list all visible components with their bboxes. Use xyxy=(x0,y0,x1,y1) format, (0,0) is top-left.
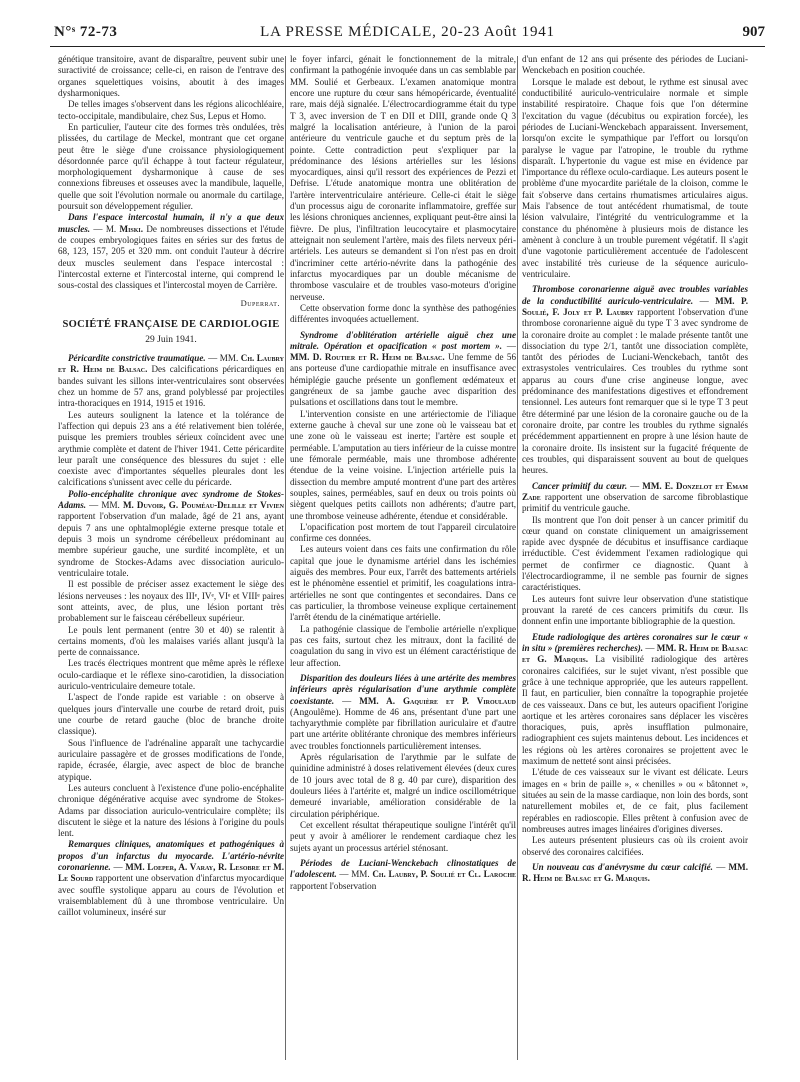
paragraph: Le pouls lent permanent (entre 30 et 40) se ralentit à certains moments, d'où les malaises variés allant jusqu'à la perte de connaissance. xyxy=(58,624,284,658)
paragraph: En particulier, l'auteur cite des formes très ondulées, très plissées, du cartilage de Meckel, montrant que cet organe peut être le siège d'une croissance physiologiquement désordonnée parce qu'il échappe à tout facteur régulateur, morphologiquement dysharmonique à cause de ses connexions fibreuses et osseuses avec la mandibule, laquelle, quelle que soit l'évolution normale ou anormale du cartilage, poursuit son développement régulier. xyxy=(58,121,284,212)
article-oblitération: Syndrome d'oblitération artérielle aiguë chez une mitrale. Opération et opacification « post mortem ». — MM. D. Routier et R. Heim de Balsac. Une femme de 56 ans porteuse d'une cardiopathie mitrale en insuffisance avec hémiplégie gauche présente un gonflement œdémateux et gangréneux de sa jambe gauche avec disparition des pulsations et oscillations dans tout le membre. xyxy=(290,329,516,408)
article-pericardite: Péricardite constrictive traumatique. — MM. Ch. Laubry et R. Heim de Balsac. Des calcifications péricardiques en bandes suivant les sillons inter-ventriculaires sont observées chez un homme de 57 ans, grand polyblessé par projectiles intra-thoraciques en 1914, 1915 et 1916. xyxy=(58,353,284,409)
article-title: Syndrome d'oblitération artérielle aiguë chez une mitrale. Opération et opacification « post mortem ». xyxy=(290,329,516,351)
signature: Duperrat. xyxy=(240,297,280,308)
paragraph: De telles images s'observent dans les régions alicochléaire, tecto-occipitale, mandibulaire, chez Sus, Lepus et Homo. xyxy=(58,99,284,121)
article-title: Thrombose coronarienne aiguë avec troubles variables de la conductibilité auriculo-ventriculaire. xyxy=(522,284,748,306)
paragraph: Les tracés électriques montrent que même après le réflexe oculo-cardiaque et le réflexe sino-carotidien, la dissociation auriculo-ventriculaire demeure totale. xyxy=(58,658,284,692)
paragraph: Il est possible de préciser assez exactement le siège des lésions nerveuses : les noyaux des IIIᵉ, IVᵉ, VIᵉ et VIIIᵉ paires sont atteints, avec, de plus, une lésion portant très probablement sur le faisceau cérébelleux supérieur. xyxy=(58,579,284,624)
article-body: rapportent l'observation xyxy=(290,880,377,891)
column-rule xyxy=(517,56,518,1060)
column-middle xyxy=(290,54,516,1064)
article-polio: Polio-encéphalite chronique avec syndrome de Stokes-Adams. — MM. M. Duvoir, G. Pouméau-Delille et Vivien rapportent l'observation d'un malade, âgé de 21 ans, ayant depuis 7 ans une ophtalmoplégie externe presque totale et depuis 3 mois un syndrome cérébelleux prédominant au membre supérieur gauche, une surdité incomplète, et un syndrome de Stockes-Adams avec dissociation auriculo-ventriculaire totale. xyxy=(58,488,284,578)
paragraph: Sous l'influence de l'adrénaline apparaît une tachycardie auriculaire passagère et de grosses modifications de l'onde, rapide, écrasée, élargie, avec aspect de bloc de branche atypique. xyxy=(58,737,284,782)
article-body: La visibilité radiologique des artères coronaires calcifiées, sur le sujet vivant, n'est possible que grâce à une technique appropriée, que les auteurs rappellent. Il faut, en particulier, bien connaître la topographie projetée de ces vaisseaux. Dans ce but, les auteurs opacifient l'origine aortique et les artères coronaires sans déplacer les viscères thoraciques, puis, après insufflation pulmonaire, radiographient ces sujets maintenus debout. Les incidences et les régions où les artères coronaires se projettent avec le maximum de netteté sont ainsi précisées. xyxy=(522,654,748,767)
article-anevrysme: Un nouveau cas d'anévrysme du cœur calcifié. — MM. R. Heim de Balsac et G. Marquis. xyxy=(522,861,748,884)
society-heading: SOCIÉTÉ FRANÇAISE DE CARDIOLOGIE xyxy=(62,319,280,331)
article-body: rapportent l'observation d'un malade, âgé de 21 ans, ayant depuis 7 ans une ophtalmoplégie externe presque totale et depuis 3 mois un syndrome cérébelleux prédominant au membre supérieur gauche, une surdité incomplète, et un syndrome de Stockes-Adams avec dissociation auriculo-ventriculaire totale. xyxy=(58,511,284,578)
article-wenckebach: Périodes de Luciani-Wenckebach clinostatiques de l'adolescent. — MM. Ch. Laubry, P. Soulié et Cl. Laroche rapportent l'observation xyxy=(290,857,516,891)
article-body: Une femme de 56 ans porteuse d'une cardiopathie mitrale en insuffisance avec hémiplégie gauche présente un gonflement œdémateux et gangréneux de sa jambe gauche avec disparition des pulsations et oscillations dans tout le membre. xyxy=(290,352,516,408)
article-cancer: Cancer primitif du cœur. — MM. E. Donzelot et Emam Zade rapportent une observation de sarcome fibroblastique primitif du ventricule gauche. xyxy=(522,480,748,514)
article-author: MM. R. Heim de Balsac et G. Marquis. xyxy=(522,642,748,665)
article-author: MM. A. Gaquière et P. Viroulaud xyxy=(359,695,516,706)
article-author: MM. E. Donzelot et Emam Zade xyxy=(522,480,748,502)
page-header xyxy=(50,24,765,47)
article-author: Ch. Laubry, P. Soulié et Cl. Laroche xyxy=(372,869,516,880)
article-title: Remarques cliniques, anatomiques et pathogéniques à propos d'un infarctus du myocarde. L'artério-névrite coronarienne. xyxy=(58,839,284,873)
article-title: Polio-encéphalite chronique avec syndrome de Stokes-Adams. xyxy=(58,488,284,511)
article-author: MM. D. Routier et R. Heim de Balsac. xyxy=(290,352,445,363)
article-title: Etude radiologique des artères coronaires sur le cœur « in situ » (premières recherches). xyxy=(522,631,748,653)
paragraph: Cette observation forme donc la synthèse des pathogénies différentes invoquées actuellement. xyxy=(290,302,516,325)
article-author: Ch. Laubry et R. Heim de Balsac. xyxy=(58,353,284,375)
article-infarctus: Remarques cliniques, anatomiques et pathogéniques à propos d'un infarctus du myocarde. L'artério-névrite coronarienne. — MM. Loeper, A. Varay, R. Lesobre et M. Le Sourd rapportent une observation d'infarctus myocardique avec souffle systolique apparu au cours de l'évolution et vraisemblablement dû à une thrombose ventriculaire. Un caillot volumineux, inséré sur xyxy=(58,839,284,918)
page-number: 907 xyxy=(742,24,765,40)
article-author: Miski. xyxy=(119,223,144,234)
paragraph: Ils montrent que l'on doit penser à un cancer primitif du cœur quand on constate cliniquement un amaigrissement rapide avec dyspnée de décubitus et insuffisance cardiaque irréductible. C'est évidemment l'examen radiologique qui permet de confirmer ce diagnostic. Quant à l'électrocardiogramme, il ne semble pas fournir de signes caractéristiques. xyxy=(522,514,748,593)
paragraph: La pathogénie classique de l'embolie artérielle n'explique pas ces faits, surtout chez les mitraux, dont la facilité de coagulation du sang in vivo est un élément caractéristique de leur affection. xyxy=(290,623,516,668)
paragraph: Après régularisation de l'arythmie par le sulfate de quinidine administré à doses relativement élevées (deux cures de 10 jours avec total de 8 g. 40 par cure), disparition des douleurs liées à l'artérite et, malgré un indice oscillométrique demeuré invariable, amélioration considérable de la circulation périphérique. xyxy=(290,752,516,819)
article-body: Des calcifications péricardiques en bandes suivant les sillons inter-ventriculaires sont observées chez un homme de 57 ans, grand polyblessé par projectiles intra-thoraciques en 1914, 1915 et 1916. xyxy=(58,364,284,409)
article-intercostal: Dans l'espace intercostal humain, il n'y a que deux muscles. — M. Miski. De nombreuses dissections et l'étude de coupes embryologiques faites en séries sur des fœtus de 68, 123, 157, 205 et 320 mm. ont conduit l'auteur à décrire deux muscles seulement dans l'espace intercostal : l'intercostal externe et l'intercostal interne, qui comprend le sous-costal des classiques et l'intercostal moyen de Carrière. xyxy=(58,212,284,291)
paragraph: génétique transitoire, avant de disparaître, peuvent subir une suractivité de croissance; celle-ci, en raison de l'entrave des organes squelettiques voisins, aboutit à des images dysharmoniques. xyxy=(58,54,284,98)
article-body: (Angoulême). Homme de 46 ans, présentant d'une part une tachyarythmie complète par fibrillation auriculaire et d'autre part une artérite oblitérante chronique des membres inférieurs avec troubles fonctionnels particulièrement intenses. xyxy=(290,706,516,751)
paragraph: Les auteurs voient dans ces faits une confirmation du rôle capital que joue le dynamisme artériel dans les ischémies aiguës des membres. Pour eux, l'arrêt des battements artériels est le phénomène essentiel et primitif, les coagulations intra-artérielles ne sont que contingentes et secondaires. Dans ce cas particulier, la thrombose veineuse explique certainement l'arrêt étendu de la cinématique artérielle. xyxy=(290,544,516,623)
article-title: Péricardite constrictive traumatique. xyxy=(68,353,206,364)
article-title: Disparition des douleurs liées à une artérite des membres inférieurs après régularisation d'une arythmie complète coexistante. xyxy=(290,672,516,706)
paragraph: Les auteurs soulignent la latence et la tolérance de l'affection qui depuis 23 ans a été relativement bien tolérée, puisque les premiers troubles sérieux coïncident avec une arythmie complète et datent de l'hiver 1941. Cette péricardite leur paraît une conséquence des blessures du sujet : elle coexiste avec d'importantes séquelles pleurales dont les calcifications s'unissent avec celle du péricarde. xyxy=(58,409,284,488)
article-title: Périodes de Luciani-Wenckebach clinostatiques de l'adolescent. xyxy=(290,857,516,880)
article-body: rapportent une observation d'infarctus myocardique avec souffle systolique apparu au cours de l'évolution et vraisemblablement dû à une thrombose ventriculaire. Un caillot volumineux, inséré sur xyxy=(58,873,284,918)
paragraph: Les auteurs présentent plusieurs cas où ils croient avoir observé des coronaires calcifiées. xyxy=(522,835,748,857)
paragraph: L'intervention consiste en une artériectomie de l'iliaque externe gauche à cheval sur une zone où le vaisseau bat et une zone où le vaisseau est inerte; l'artère est souple et perméable. L'amputation au tiers inférieur de la cuisse montre une fémorale perméable, mais une thrombose adhérente étendue de la veine voisine. L'injection artérielle puis la dissection du membre amputé montrent d'une part des artères souples, saines, perméables, sauf en deux ou trois points où siègent quelques petits caillots non adhérents; d'autre part, une thrombose veineuse adhérente, étendue et considérable. xyxy=(290,408,516,521)
article-author: MM. R. Heim de Balsac et G. Marquis. xyxy=(522,861,748,884)
column-left xyxy=(58,54,284,1064)
article-author: MM. Loeper, A. Varay, R. Lesobre et M. Le Sourd xyxy=(58,862,284,884)
paragraph: Les auteurs concluent à l'existence d'une polio-encéphalite chronique dégénérative acquise avec syndrome de Stokes-Adams par dissociation auriculo-ventriculaire complète; ils discutent le siège et la nature des lésions à l'origine du pouls lent. xyxy=(58,782,284,839)
article-title: Un nouveau cas d'anévrysme du cœur calcifié. xyxy=(532,861,713,872)
paragraph: le foyer infarci, génait le fonctionnement de la mitrale, confirmant la pathogénie invoquée dans un cas semblable par MM. Soulié et Gerbeaux. L'examen anatomique montra encore une rupture du cœur sans hémopéricarde, éventualité rare, mais déjà signalée. L'électrocardiogramme était du type T 3, avec inversion de T en DII et DIII, grande onde Q 3 malgré la localisation antérieure, à l'union de la paroi antérieure du ventricule gauche et du septum près de la pointe. Cette contradiction peut s'expliquer par la prédominance des lésions artérielles sur les lésions myocardiques, ainsi qu'il ressort des expériences de Pezzi et Defrise. L'étude anatomique montra une oblitération de l'artère interventriculaire antérieure. Celle-ci était le siège d'un processus aigu de coronarite inflammatoire, greffée sur les lésions chroniques anciennes, expliquant peut-être ainsi la fièvre. De plus, l'infiltration leucocytaire et plasmocytaire atteignait non seulement l'artère, mais des filets nerveux péri-artériels. Les auteurs se demandent si l'on n'est pas en droit d'incriminer cette artério-névrite dans la pathogénie des infarctus myocardiques par un double mécanisme de thrombose vasculaire et de troubles vaso-moteurs d'origine nerveuse. xyxy=(290,54,516,302)
paragraph: Cet excellent résultat thérapeutique souligne l'intérêt qu'il peut y avoir à améliorer le rendement cardiaque chez les sujets ayant un processus artériel sténosant. xyxy=(290,819,516,853)
column-rule xyxy=(285,56,286,1060)
article-author: M. Duvoir, G. Pouméau-Delille et Vivien xyxy=(122,500,284,511)
paragraph: L'aspect de l'onde rapide est variable : on observe à quelques jours d'intervalle une courbe de retard droit, puis une courbe de retard gauche (bloc de branche droite classique). xyxy=(58,692,284,737)
paragraph: L'opacification post mortem de tout l'appareil circulatoire confirme ces données. xyxy=(290,521,516,544)
paragraph: Lorsque le malade est debout, le rythme est sinusal avec conductibilité auriculo-ventriculaire normale et simple instabilité respiratoire. Chaque fois que l'on détermine l'excitation du vague (décubitus ou expiration forcée), les périodes de Luciani-Wenckebach apparaissent. Inversement, lorsqu'on excite le sympathique par l'effort ou lorsqu'on paralyse le vague par l'atropine, le trouble du rythme disparaît. L'hypertonie du vague est mise en évidence par l'importance du réflexe oculo-cardiaque. Les auteurs posent le problème d'une myocardite pariétale de la cloison, comme le fait s'observe dans certains rhumatismes articulaires aigus. Mais l'absence de tout antécédent rhumatismal, de toute lésion valvulaire, l'intégrité du ventriculogramme et la constance du phénomène à plusieurs mois de distance les amènent à conclure à un trouble purement végétatif. Il s'agit d'une vagotonie particulièrement accentuée de l'adolescent avec instabilité très curieuse de la séquence auriculo-ventriculaire. xyxy=(522,76,748,279)
article-radiologie: Etude radiologique des artères coronaires sur le cœur « in situ » (premières recherches). — MM. R. Heim de Balsac et G. Marquis. La visibilité radiologique des artères coronaires calcifiées, sur le sujet vivant, n'est possible que grâce à une technique appropriée, que les auteurs rappellent. Il faut, en particulier, bien connaître la topographie projetée de ces vaisseaux. Dans ce but, les auteurs opacifient l'origine aortique et les artères coronaires sans déplacer les viscères thoraciques, puis, après insufflation pulmonaire, radiographient ces sujets maintenus debout. Les incidences et les régions où les artères coronaires se projettent avec le maximum de netteté sont ainsi précisées. xyxy=(522,631,748,767)
article-body: rapportent une observation de sarcome fibroblastique primitif du ventricule gauche. xyxy=(522,491,748,514)
issue-number: N°ˢ 72-73 xyxy=(54,24,118,40)
article-thrombose: Thrombose coronarienne aiguë avec troubles variables de la conductibilité auriculo-ventriculaire. — MM. P. Soulié, F. Joly et P. Laubry rapportent l'observation d'une thrombose coronarienne aiguë du type T 3 avec syndrome de la coronaire droite au complet : le malade présente tantôt une dissociation du type 2/1, tantôt une dissociation complète, tantôt des périodes de Luciani-Wenckebach, tantôt des extrasystoles ventriculaires. Ces troubles du rythme sont apparus au cours d'une crise angineuse longue, avec prédominance des manifestations digestives et effondrement tensionnel. Les auteurs font remarquer que si le type T 3 peut être déterminé par une lésion de la coronaire gauche ou de la coronaire droite, par contre les troubles du rythme signalés précédemment appartiennent en propre à une lésion haute de la coronaire droite. Ils insistent sur la fugacité fréquente de ces troubles, qui disparaissent souvent au bout de quelques heures. xyxy=(522,284,748,476)
article-title: Cancer primitif du cœur. xyxy=(532,480,628,491)
journal-title: LA PRESSE MÉDICALE, 20-23 Août 1941 xyxy=(260,24,555,40)
article-author: MM. P. Soulié, F. Joly et P. Laubry xyxy=(522,295,748,317)
article-arterite: Disparition des douleurs liées à une artérite des membres inférieurs après régularisation d'une arythmie complète coexistante. — MM. A. Gaquière et P. Viroulaud (Angoulême). Homme de 46 ans, présentant d'une part une tachyarythmie complète par fibrillation auriculaire et d'autre part une artérite oblitérante chronique des membres inférieurs avec troubles fonctionnels particulièrement intenses. xyxy=(290,672,516,751)
session-date: 29 Juin 1941. xyxy=(145,335,197,346)
paragraph: d'un enfant de 12 ans qui présente des périodes de Luciani-Wenckebach en position couchée. xyxy=(522,54,748,76)
paragraph: Les auteurs font suivre leur observation d'une statistique prouvant la rareté de ces cancers primitifs du cœur. Ils donnent enfin une importante bibliographie de la question. xyxy=(522,593,748,627)
paragraph: L'étude de ces vaisseaux sur le vivant est délicate. Leurs images en « brin de paille », « chenilles » ou « bâtonnet », situées au sein de la masse cardiaque, non loin des bords, sont naturellement mobiles et, de ce fait, plus facilement repérables en radioscopie. Elles prêtent à confusion avec de nombreuses autres images linéaires d'origines diverses. xyxy=(522,767,748,834)
column-right xyxy=(522,54,748,1064)
article-body: rapportent l'observation d'une thrombose coronarienne aiguë du type T 3 avec syndrome de la coronaire droite au complet : le malade présente tantôt une dissociation du type 2/1, tantôt une dissociation complète, tantôt des périodes de Luciani-Wenckebach, tantôt des extrasystoles ventriculaires. Ces troubles du rythme sont apparus au cours d'une crise angineuse longue, avec prédominance des manifestations digestives et effondrement tensionnel. Les auteurs font remarquer que si le type T 3 peut être déterminé par une lésion de la coronaire gauche ou de la coronaire droite, par contre les troubles du rythme signalés précédemment appartiennent en propre à une lésion haute de la coronaire droite. Ils insistent sur la fugacité fréquente de ces troubles, qui disparaissent souvent au bout de quelques heures. xyxy=(522,306,748,476)
article-body: De nombreuses dissections et l'étude de coupes embryologiques faites en séries sur des fœtus de 68, 123, 157, 205 et 320 mm. ont conduit l'auteur à décrire deux muscles seulement dans l'espace intercostal : l'intercostal externe et l'intercostal interne, qui comprend le sous-costal des classiques et l'intercostal moyen de Carrière. xyxy=(58,223,284,291)
article-title: Dans l'espace intercostal humain, il n'y a que deux muscles. xyxy=(58,212,284,234)
